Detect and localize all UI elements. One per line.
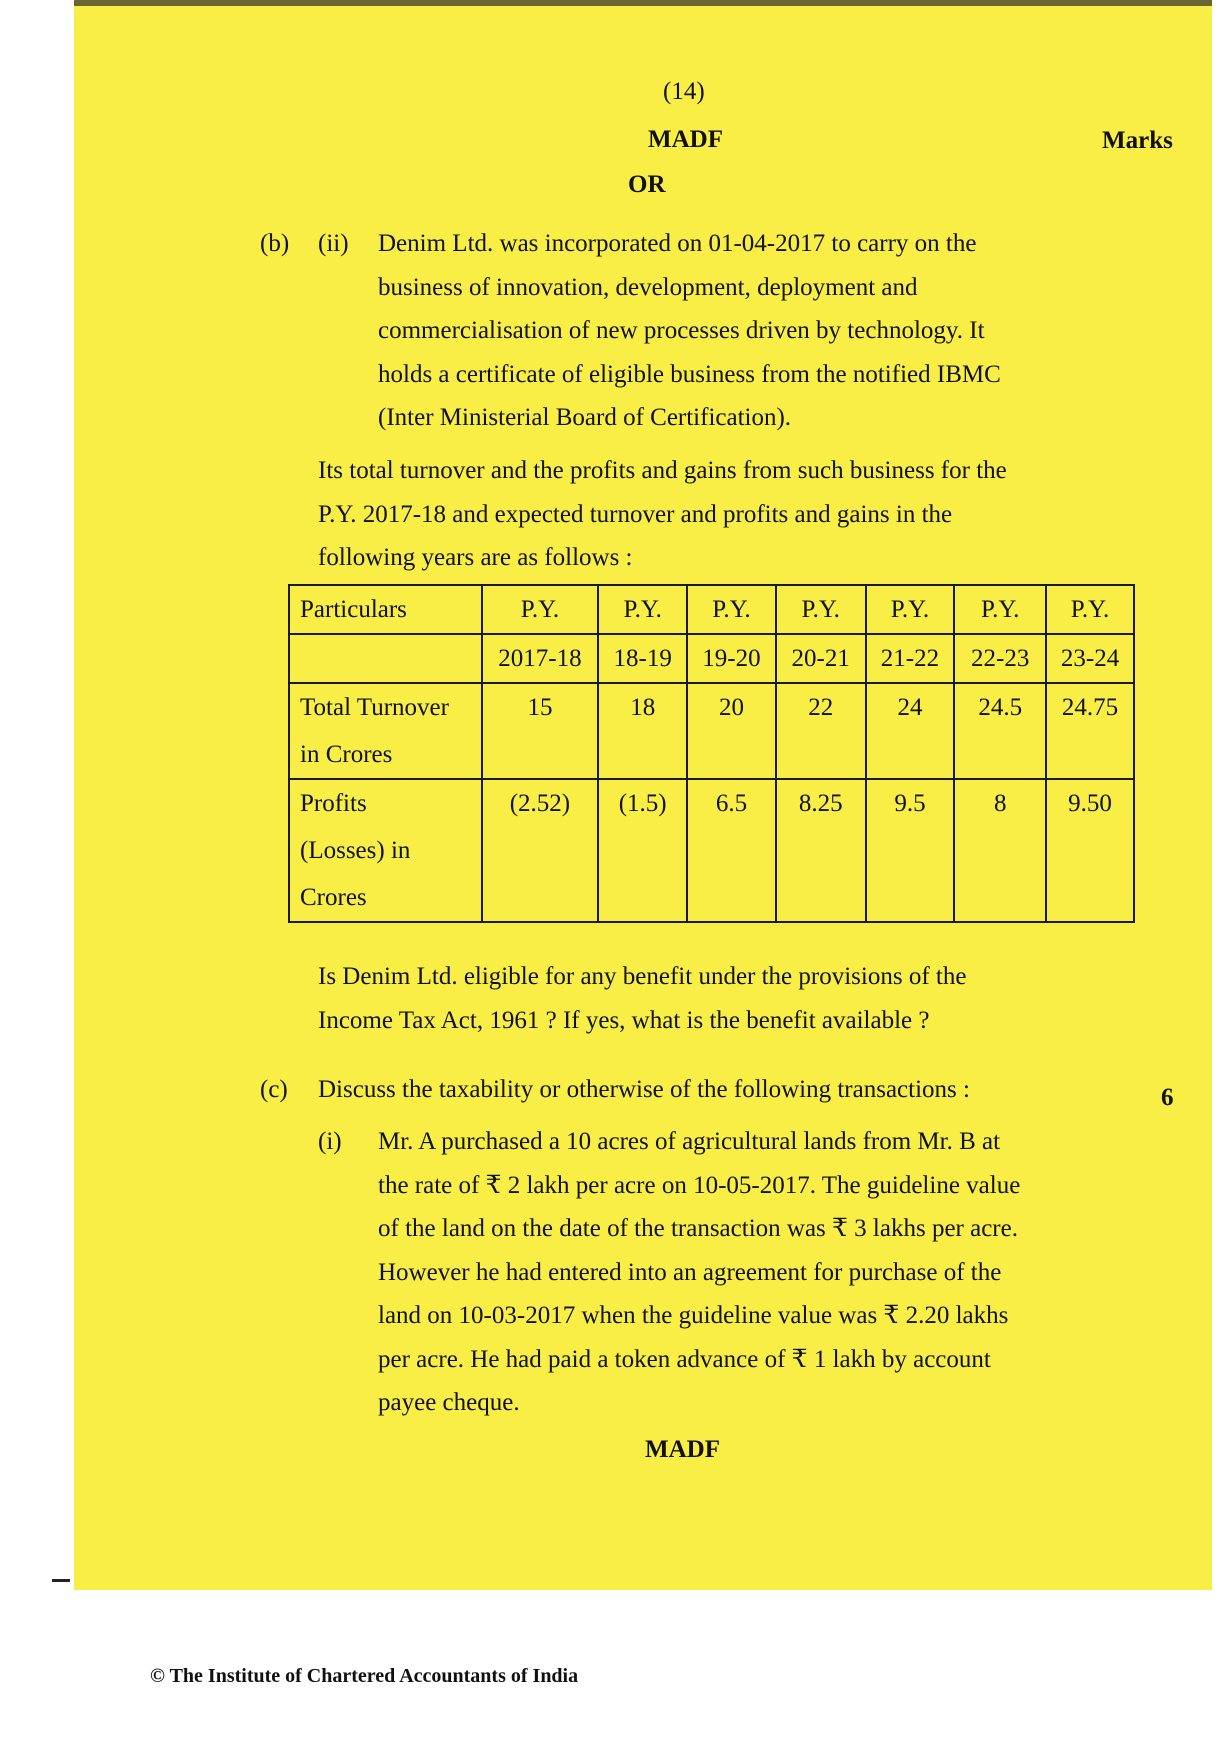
question-c-label: (c)	[260, 1076, 288, 1103]
table-cell: 24.75	[1046, 683, 1134, 779]
page-number: (14)	[663, 78, 705, 105]
table-cell: (1.5)	[598, 779, 687, 922]
table-cell: 15	[482, 683, 599, 779]
table-header-cell: 19-20	[687, 634, 776, 683]
question-b-sub-label: (ii)	[318, 230, 349, 257]
question-c-marks: 6	[1161, 1084, 1174, 1111]
marks-heading: Marks	[1102, 127, 1173, 154]
table-cell: 24.5	[954, 683, 1046, 779]
table-header-cell: P.Y.	[598, 585, 687, 634]
table-cell: 20	[687, 683, 776, 779]
table-year-row	[289, 634, 1134, 683]
text-line: the rate of ₹ 2 lakh per acre on 10-05-2017. The guideline value	[378, 1171, 1021, 1199]
table-row-label: Profits (Losses) in Crores	[289, 779, 482, 922]
table-header-cell: P.Y.	[866, 585, 955, 634]
question-b-label: (b)	[260, 230, 290, 257]
table-header-cell: P.Y.	[1046, 585, 1134, 634]
table-header-cell: P.Y.	[482, 585, 599, 634]
question-c-sub-label: (i)	[318, 1128, 342, 1155]
table-header-cell: 20-21	[776, 634, 866, 683]
table-cell: 18	[598, 683, 687, 779]
table-cell: (2.52)	[482, 779, 599, 922]
table-cell: 24	[866, 683, 955, 779]
text-line: commercialisation of new processes driven by technology. It	[378, 317, 985, 344]
question-b-lead	[318, 449, 1085, 580]
text-line: (Inter Ministerial Board of Certification).	[378, 404, 792, 431]
table-cell: 6.5	[687, 779, 776, 922]
question-c-body	[378, 1120, 1085, 1425]
text-line: per acre. He had paid a token advance of ₹ 1 lakh by account	[378, 1345, 991, 1373]
table-header-cell: 22-23	[954, 634, 1046, 683]
text-line: business of innovation, development, deployment and	[378, 273, 918, 301]
text-line: Mr. A purchased a 10 acres of agricultural lands from Mr. B at	[378, 1128, 1001, 1155]
table-row-label: Total Turnover in Crores	[289, 683, 482, 779]
table-header-cell: 21-22	[866, 634, 955, 683]
page-footer-code: MADF	[645, 1436, 720, 1463]
table-header-cell	[289, 634, 482, 683]
text-line: Income Tax Act, 1961 ? If yes, what is the benefit available ?	[318, 1006, 930, 1034]
table-header-cell: P.Y.	[954, 585, 1046, 634]
table-header-cell: P.Y.	[687, 585, 776, 634]
table-header-cell: 2017-18	[482, 634, 599, 683]
text-line: following years are as follows :	[318, 544, 633, 571]
table-row-turnover	[289, 683, 1134, 779]
text-line: land on 10-03-2017 when the guideline value was ₹ 2.20 lakhs	[378, 1302, 1009, 1329]
table-cell: 9.5	[866, 779, 955, 922]
table-header-row	[289, 585, 1134, 634]
table-header-cell: 23-24	[1046, 634, 1134, 683]
question-c-text: Discuss the taxability or otherwise of the following transactions :	[318, 1076, 970, 1103]
or-heading: OR	[628, 171, 666, 198]
question-b-intro	[378, 222, 1085, 440]
text-line: Denim Ltd. was incorporated on 01-04-2017 to carry on the	[378, 230, 977, 257]
table-header-cell: 18-19	[598, 634, 687, 683]
text-line: Its total turnover and the profits and gains from such business for the	[318, 457, 1007, 484]
table-cell: 9.50	[1046, 779, 1134, 922]
edge-mark	[52, 1579, 70, 1582]
profits-table	[288, 584, 1135, 923]
text-line: Is Denim Ltd. eligible for any benefit under the provisions of the	[318, 963, 967, 990]
text-line: of the land on the date of the transaction was ₹ 3 lakhs per acre.	[378, 1215, 1018, 1242]
table-cell: 22	[776, 683, 866, 779]
table-row-profits	[289, 779, 1134, 922]
question-b-question	[318, 955, 1085, 1042]
text-line: However he had entered into an agreement for purchase of the	[378, 1258, 1002, 1286]
copyright-notice: © The Institute of Chartered Accountants of India	[150, 1665, 579, 1687]
table-header-cell: P.Y.	[776, 585, 866, 634]
table-header-cell: Particulars	[289, 585, 482, 634]
paper-code: MADF	[648, 126, 723, 153]
text-line: payee cheque.	[378, 1389, 520, 1416]
text-line: P.Y. 2017-18 and expected turnover and profits and gains in the	[318, 500, 953, 528]
text-line: holds a certificate of eligible business from the notified IBMC	[378, 360, 1001, 388]
table-cell: 8.25	[776, 779, 866, 922]
table-cell: 8	[954, 779, 1046, 922]
